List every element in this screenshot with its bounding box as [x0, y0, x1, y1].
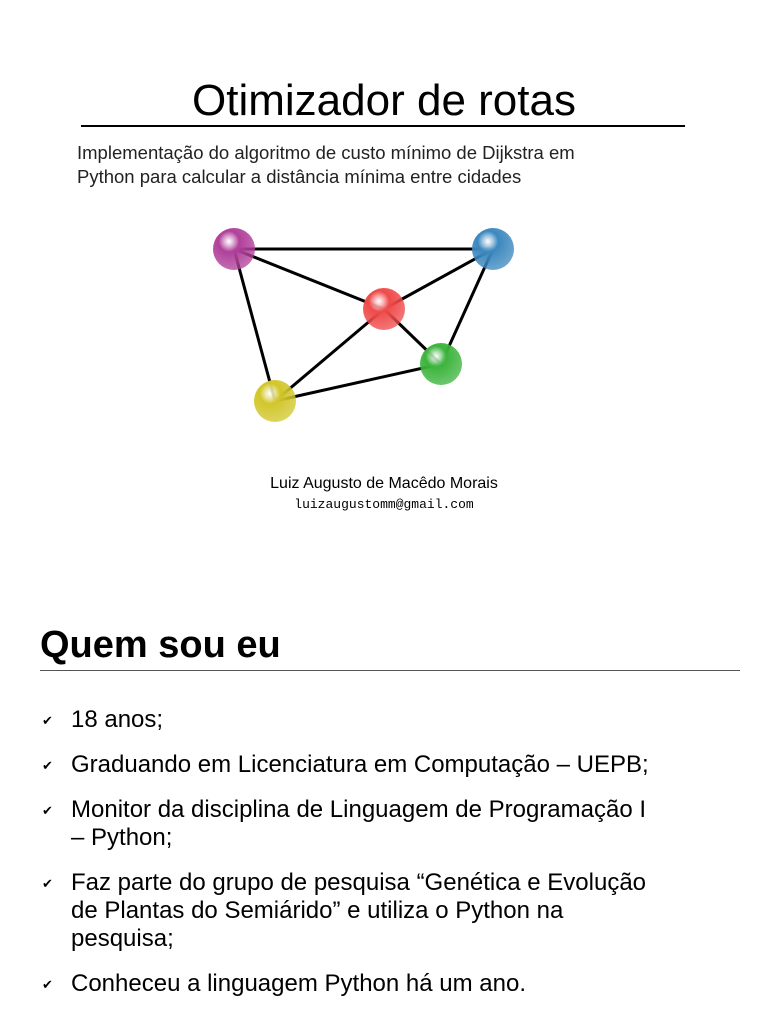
checkmark-icon: ✔: [42, 876, 53, 891]
bullet-line: Graduando em Licenciatura em Computação – UEPB;: [71, 751, 649, 778]
bullet-text: [71, 869, 740, 953]
bullet-line: – Python;: [71, 824, 173, 851]
graph-node-blue: [472, 228, 514, 270]
author-name: Luiz Augusto de Macêdo Morais: [270, 475, 498, 492]
bullet-list: [40, 706, 740, 1015]
slide-title-heading: Otimizador de rotas: [192, 76, 576, 125]
slide-about-me: [0, 600, 768, 1024]
graph-node-yellow: [254, 380, 296, 422]
bullet-text: [71, 751, 740, 779]
bullet-text: [71, 796, 740, 852]
bullet-line: pesquisa;: [71, 925, 174, 952]
author-email: luizaugustomm@gmail.com: [294, 497, 474, 512]
bullet-item: [40, 751, 740, 779]
bullet-line: Monitor da disciplina de Linguagem de Programação I: [71, 796, 647, 823]
bullet-item: [40, 796, 740, 852]
bullet-text: [71, 706, 740, 734]
graph-edge-yellow-green: [275, 364, 441, 401]
checkmark-icon: ✔: [42, 758, 53, 773]
bullet-text: [71, 970, 740, 998]
title-underline: [81, 125, 685, 127]
subtitle-line-1: Implementação do algoritmo de custo mínimo de Dijkstra em: [77, 142, 575, 163]
subtitle-line-2: Python para calcular a distância mínima entre cidades: [77, 166, 522, 187]
bullet-line: 18 anos;: [71, 706, 164, 733]
heading-underline: [40, 670, 740, 671]
graph-node-green: [420, 343, 462, 385]
checkmark-icon: ✔: [42, 713, 53, 728]
bullet-line: de Plantas do Semiárido” e utiliza o Python na: [71, 897, 564, 924]
checkmark-icon: ✔: [42, 803, 53, 818]
graph-node-magenta: [213, 228, 255, 270]
bullet-line: Conheceu a linguagem Python há um ano.: [71, 970, 526, 997]
bullet-item: [40, 869, 740, 953]
graph-edge-magenta-red: [234, 249, 384, 309]
graph-node-red: [363, 288, 405, 330]
slide-subtitle: [77, 141, 717, 189]
graph-edge-red-yellow: [275, 309, 384, 401]
graph-edge-magenta-yellow: [234, 249, 275, 401]
bullet-line: Faz parte do grupo de pesquisa “Genética e Evolução: [71, 869, 647, 896]
bullet-item: [40, 970, 740, 998]
checkmark-icon: ✔: [42, 977, 53, 992]
graph-illustration: [200, 215, 530, 435]
slide-heading: Quem sou eu: [40, 624, 281, 666]
bullet-item: [40, 706, 740, 734]
